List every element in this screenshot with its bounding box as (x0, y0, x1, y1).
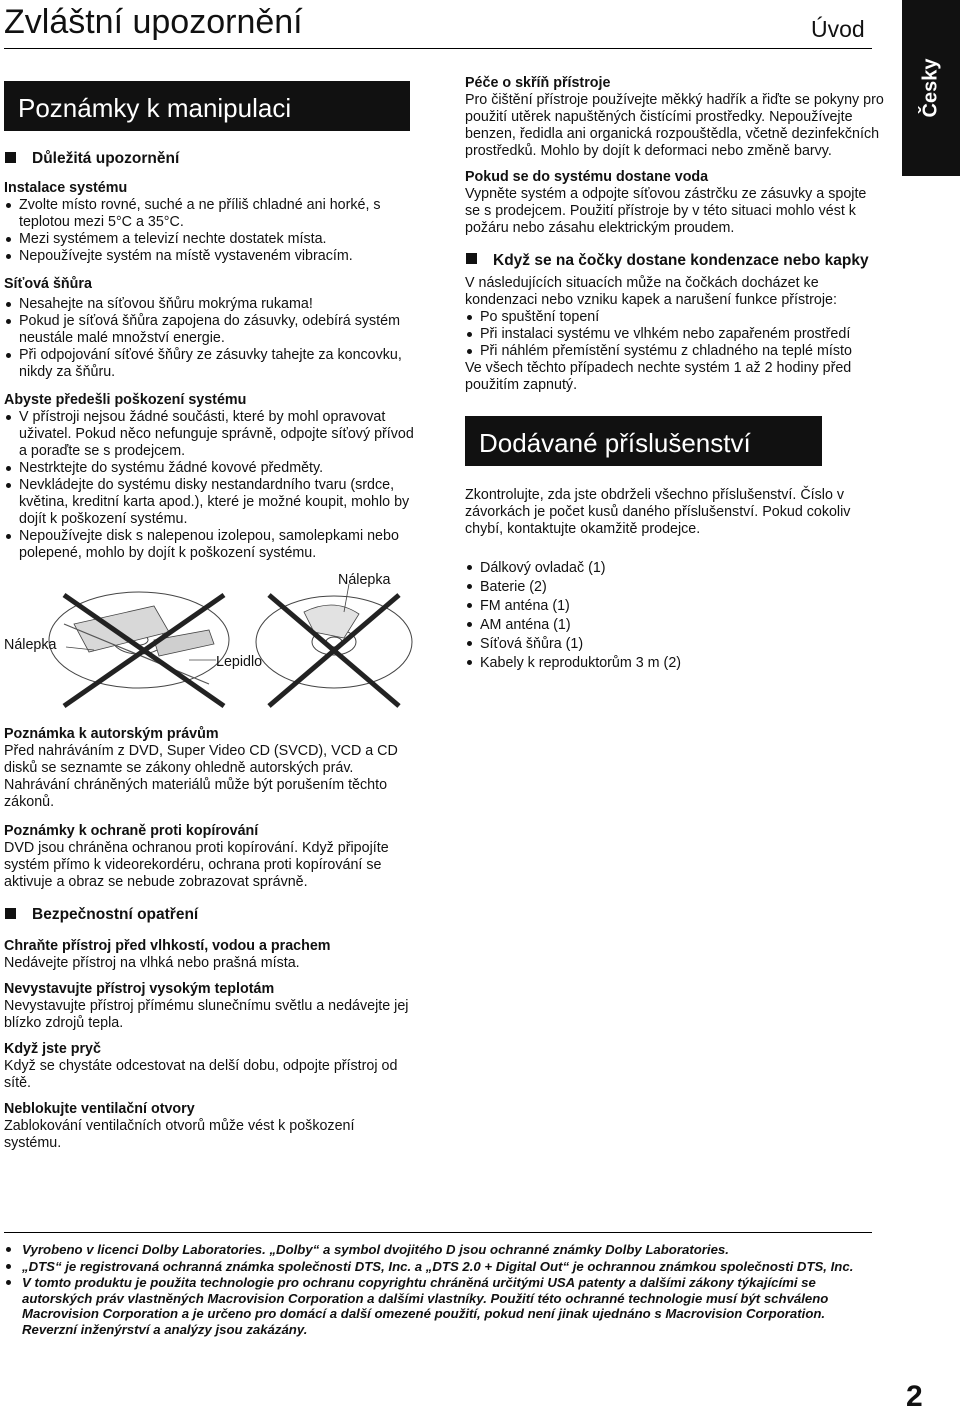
footer-notes (4, 1242, 874, 1338)
footer-rule (4, 1232, 872, 1233)
condensation-list (465, 309, 875, 360)
copy-protection-heading: Poznámky k ochraně proti kopírování (4, 823, 259, 839)
footer-note: Vyrobeno v licenci Dolby Laboratories. „Dolby“ a symbol dvojitého D jsou ochranné známky Dolby Laboratories. (4, 1242, 874, 1258)
list-item: AM anténa (1) (465, 616, 885, 635)
disc-with-tape-icon (49, 592, 229, 706)
accessories-list (465, 559, 885, 673)
list-item: Zvolte místo rovné, suché a ne příliš chladné ani horké, s teplotou mezi 5°C a 35°C. (4, 197, 414, 231)
condensation-intro: V následujících situacích může na čočkách docházet ke kondenzaci nebo vzniku kapek a narušení funkce přístroje: (465, 275, 837, 308)
language-tab (902, 0, 960, 176)
list-item: Při instalaci systému ve vlhkém nebo zapařeném prostředí (465, 326, 875, 343)
list-item: Při odpojování síťové šňůry ze zásuvky tahejte za koncovku, nikdy za šňůru. (4, 347, 414, 381)
list-item: Nepoužívejte systém na místě vystaveném vibracím. (4, 248, 414, 265)
cabinet-text: Pro čištění přístroje používejte měkký hadřík a řiďte se pokyny pro použití utěrek napuštěných čistícími prostředky. Nepoužívejte benzen, ředidla ani organická rozpouštědla, včetně dezinfekčních prostředků. Mohlo by dojít k deformaci nebo změně barvy. (465, 92, 884, 159)
water-text: Vypněte systém a odpojte síťovou zástrčku ze zásuvky a spojte se s prodejcem. Použití přístroje by v této situaci mohlo vést k požáru nebo zásahu elektrickým proudem. (465, 186, 867, 236)
list-item: V přístroji nejsou žádné součásti, které by mohl opravovat uživatel. Pokud něco nefunguje správně, odpojte síťový přívod a poraďte se s prodejcem. (4, 409, 414, 460)
list-item: Dálkový ovladač (1) (465, 559, 885, 578)
list-item: Nesahejte na síťovou šňůru mokrýma rukama! (4, 296, 414, 313)
accessories-intro: Zkontrolujte, zda jste obdrželi všechno příslušenství. Číslo v závorkách je počet kusů daného příslušenství. Pokud cokoliv chybí, kontaktujte okamžitě prodejce. (465, 487, 851, 537)
list-item: Nestrktejte do systému žádné kovové předměty. (4, 460, 414, 477)
disc-warning-figure (4, 572, 414, 730)
install-heading: Instalace systému (4, 180, 128, 196)
list-item: Při náhlém přemístění systému z chladného na teplé místo (465, 343, 875, 360)
cord-heading: Síťová šňůra (4, 276, 92, 292)
list-item: Kabely k reproduktorům 3 m (2) (465, 654, 885, 673)
handling-title-bar (4, 81, 410, 131)
discs-illustration (4, 572, 414, 730)
copy-protection-text: DVD jsou chráněna ochranou proti kopírování. Když připojíte systém přímo k videorekordéru, ochrana proti kopírování se aktivuje a obraz se nebude zobrazovat správně. (4, 840, 389, 890)
away-heading: Když jste pryč (4, 1041, 101, 1057)
section-label: Úvod (811, 16, 865, 42)
accessories-title-bar (465, 416, 822, 466)
install-list (4, 197, 414, 265)
vents-text: Zablokování ventilačních otvorů může vést k poškození systému. (4, 1118, 355, 1151)
vents-heading: Neblokujte ventilační otvory (4, 1101, 195, 1117)
tape-label: Lepidlo (216, 654, 263, 670)
footer-note: V tomto produktu je použita technologie pro ochranu copyrightu chráněná určitými USA patenty a dalšími zákony týkajícími se autorských práv vlastněných Macrovision Corporation a dalšími vlastníky. Použití této ochranné technologie musí být schváleno Macrovision Corporation a je určeno pro domácí a další omezené použití, pokud není jinak ujednáno s Macrovision Corporation. Reverzní inženýrství a analýzy jsou zakázány. (4, 1275, 874, 1337)
list-item: Pokud je síťová šňůra zapojena do zásuvky, odebírá systém neustále malé množství energie. (4, 313, 414, 347)
footer-list (4, 1242, 874, 1337)
right-column (465, 75, 885, 673)
page-title: Zvláštní upozornění (4, 3, 303, 41)
list-item: Síťová šňůra (1) (465, 635, 885, 654)
heat-text: Nevystavujte přístroj přímému slunečnímu světlu a nedávejte jej blízko zdrojů tepla. (4, 998, 409, 1031)
accessories-title: Dodávané příslušenství (479, 428, 751, 458)
handling-title: Poznámky k manipulaci (18, 93, 292, 123)
cord-list (4, 296, 414, 381)
cabinet-heading: Péče o skříň přístroje (465, 75, 611, 91)
moisture-heading: Chraňte přístroj před vlhkostí, vodou a prachem (4, 938, 331, 954)
damage-heading: Abyste předešli poškození systému (4, 392, 247, 408)
header-rule (4, 48, 872, 49)
list-item: Nevkládejte do systému disky nestandardního tvaru (srdce, květina, kreditní karta apod.), které je možné koupit, mohlo by dojít k poškození systému. (4, 477, 414, 528)
damage-list (4, 409, 414, 562)
sticker-label-right: Nálepka (338, 572, 391, 588)
page-number: 2 (906, 1380, 923, 1413)
copyright-text: Před nahráváním z DVD, Super Video CD (SVCD), VCD a CD disků se seznamte se zákony ohledně autorských práv. Nahrávání chráněných materiálů může být porušením těchto zákonů. (4, 743, 398, 810)
moisture-text: Nedávejte přístroj na vlhká nebo prašná místa. (4, 955, 300, 971)
heat-heading: Nevystavujte přístroj vysokým teplotám (4, 981, 275, 997)
list-item: Mezi systémem a televizí nechte dostatek místa. (4, 231, 414, 248)
condensation-outro: Ve všech těchto případech nechte systém 1 až 2 hodiny před použitím zapnutý. (465, 360, 852, 393)
important-heading: Důležitá upozornění (4, 149, 414, 168)
water-heading: Pokud se do systému dostane voda (465, 169, 709, 185)
list-item: Nepoužívejte disk s nalepenou izolepou, samolepkami nebo polepené, mohlo by dojít k poškození systému. (4, 528, 414, 562)
left-column (4, 81, 414, 1152)
language-tab-label: Česky (919, 58, 942, 118)
list-item: Baterie (2) (465, 578, 885, 597)
list-item: Po spuštění topení (465, 309, 875, 326)
footer-note: „DTS“ je registrovaná ochranná známka společnosti DTS, Inc. a „DTS 2.0 + Digital Out“ je ochrannou známkou společnosti DTS, Inc. (4, 1259, 874, 1275)
condensation-heading: Když se na čočky dostane kondenzace nebo kapky (465, 250, 875, 271)
copyright-heading: Poznámka k autorským právům (4, 726, 219, 742)
list-item: FM anténa (1) (465, 597, 885, 616)
safety-heading: Bezpečnostní opatření (4, 905, 414, 924)
disc-with-sticker-icon (256, 584, 412, 706)
away-text: Když se chystáte odcestovat na delší dobu, odpojte přístroj od sítě. (4, 1058, 398, 1091)
sticker-label-left: Nálepka (4, 637, 57, 653)
